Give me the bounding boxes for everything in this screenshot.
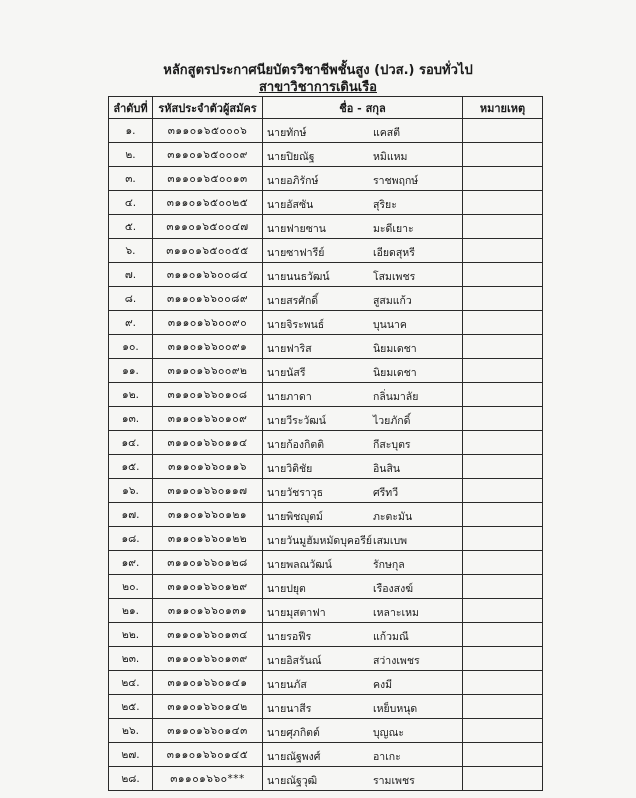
applicant-name: [263, 191, 463, 215]
last-name: เรืองสงฆ์: [373, 583, 413, 595]
applicant-code: ๓๑๑๐๑๖๕๐๐๑๓: [153, 167, 263, 191]
table-row: [109, 239, 543, 263]
note-cell: [463, 431, 543, 455]
applicant-name: [263, 455, 463, 479]
applicant-name: [263, 695, 463, 719]
row-number: ๓.: [109, 167, 153, 191]
applicant-name: [263, 431, 463, 455]
applicant-name: [263, 407, 463, 431]
applicant-name: [263, 335, 463, 359]
table-row: [109, 479, 543, 503]
first-name: นายศุภกิตต์: [267, 727, 320, 739]
note-cell: [463, 743, 543, 767]
applicant-name: [263, 143, 463, 167]
table-row: [109, 575, 543, 599]
note-cell: [463, 527, 543, 551]
first-name: นายวันมูฮัมหมัดบุคอรีย์: [267, 535, 372, 547]
applicant-code: ๓๑๑๐๑๖๕๐๐๕๕: [153, 239, 263, 263]
applicant-code: ๓๑๑๐๑๖๕๐๐๒๕: [153, 191, 263, 215]
note-cell: [463, 287, 543, 311]
table-row: [109, 695, 543, 719]
last-name: เสมเบพ: [373, 535, 408, 547]
first-name: นายวิติชัย: [267, 463, 313, 475]
last-name: อาเกะ: [373, 751, 401, 763]
first-name: นายปิยณัฐ: [267, 151, 315, 163]
note-cell: [463, 599, 543, 623]
last-name: รามเพชร: [373, 775, 415, 787]
note-cell: [463, 239, 543, 263]
table-row: [109, 407, 543, 431]
last-name: นิยมเดชา: [373, 367, 417, 379]
applicant-code: ๓๑๑๐๑๖๖๐๐๘๔: [153, 263, 263, 287]
col-header-code: รหัสประจำตัวผู้สมัคร: [153, 97, 263, 119]
row-number: ๑๕.: [109, 455, 153, 479]
table-row: [109, 767, 543, 791]
last-name: โสมเพชร: [373, 271, 416, 283]
row-number: ๑๗.: [109, 503, 153, 527]
table-body: [109, 119, 543, 791]
note-cell: [463, 623, 543, 647]
applicant-code: ๓๑๑๐๑๖๖๐๐๘๙: [153, 287, 263, 311]
last-name: มะดีเยาะ: [373, 223, 414, 235]
note-cell: [463, 335, 543, 359]
note-cell: [463, 503, 543, 527]
row-number: ๑.: [109, 119, 153, 143]
last-name: ไวยภักดิ์: [373, 415, 411, 427]
last-name: สว่างเพชร: [373, 655, 420, 667]
row-number: ๘.: [109, 287, 153, 311]
applicant-code: ๓๑๑๐๑๖๕๐๐๔๗: [153, 215, 263, 239]
applicant-name: [263, 359, 463, 383]
note-cell: [463, 191, 543, 215]
row-number: ๒๗.: [109, 743, 153, 767]
table-row: [109, 599, 543, 623]
col-header-no: ลำดับที่: [109, 97, 153, 119]
note-cell: [463, 383, 543, 407]
first-name: นายจิระพนธ์: [267, 319, 325, 331]
last-name: กลิ่นมาลัย: [373, 391, 419, 403]
table-row: [109, 359, 543, 383]
applicant-code: ๓๑๑๐๑๖๖๐***: [153, 767, 263, 791]
table-row: [109, 335, 543, 359]
last-name: อินสิน: [373, 463, 401, 475]
applicant-name: [263, 383, 463, 407]
applicant-name: [263, 719, 463, 743]
applicant-table: [108, 96, 543, 791]
row-number: ๒๑.: [109, 599, 153, 623]
row-number: ๒๖.: [109, 719, 153, 743]
last-name: กีสะบุตร: [373, 439, 411, 451]
applicant-name: [263, 527, 463, 551]
first-name: นายพิชญุตม์: [267, 511, 323, 523]
first-name: นายนาสีร: [267, 703, 312, 715]
applicant-code: ๓๑๑๐๑๖๖๐๑๒๒: [153, 527, 263, 551]
row-number: ๒.: [109, 143, 153, 167]
first-name: นายนัสรี: [267, 367, 306, 379]
table-row: [109, 215, 543, 239]
first-name: นายมุสตาฟา: [267, 607, 326, 619]
last-name: แคสตี: [373, 127, 401, 139]
note-cell: [463, 407, 543, 431]
note-cell: [463, 455, 543, 479]
note-cell: [463, 359, 543, 383]
document-title: หลักสูตรประกาศนียบัตรวิชาชีพชั้นสูง (ปวส.) รอบทั่วไป: [163, 63, 473, 78]
last-name: เหย็บหนุด: [373, 703, 418, 715]
note-cell: [463, 551, 543, 575]
col-header-note: หมายเหตุ: [463, 97, 543, 119]
first-name: นายปยุต: [267, 583, 306, 595]
row-number: ๒๕.: [109, 695, 153, 719]
applicant-name: [263, 599, 463, 623]
last-name: ราชพฤกษ์: [373, 175, 419, 187]
table-row: [109, 551, 543, 575]
applicant-name: [263, 239, 463, 263]
row-number: ๑๘.: [109, 527, 153, 551]
first-name: นายพลณวัฒน์: [267, 559, 332, 571]
note-cell: [463, 119, 543, 143]
first-name: นายภาดา: [267, 391, 312, 403]
note-cell: [463, 263, 543, 287]
applicant-code: ๓๑๑๐๑๖๖๐๑๑๖: [153, 455, 263, 479]
last-name: แก้วมณี: [373, 631, 409, 643]
row-number: ๑๐.: [109, 335, 153, 359]
table-row: [109, 719, 543, 743]
applicant-code: ๓๑๑๐๑๖๖๐๑๓๑: [153, 599, 263, 623]
table-row: [109, 527, 543, 551]
applicant-code: ๓๑๑๐๑๖๖๐๑๐๘: [153, 383, 263, 407]
applicant-code: ๓๑๑๐๑๖๖๐๑๓๙: [153, 647, 263, 671]
first-name: นายฟาริส: [267, 343, 312, 355]
applicant-name: [263, 671, 463, 695]
table-row: [109, 647, 543, 671]
row-number: ๑๒.: [109, 383, 153, 407]
row-number: ๒๒.: [109, 623, 153, 647]
applicant-name: [263, 503, 463, 527]
applicant-code: ๓๑๑๐๑๖๖๐๑๔๒: [153, 695, 263, 719]
last-name: รักษกุล: [373, 559, 405, 571]
applicant-name: [263, 479, 463, 503]
applicant-name: [263, 263, 463, 287]
first-name: นายนนธวัฒน์: [267, 271, 330, 283]
first-name: นายทักษ์: [267, 127, 307, 139]
applicant-code: ๓๑๑๐๑๖๖๐๑๒๑: [153, 503, 263, 527]
note-cell: [463, 575, 543, 599]
first-name: นายฟายซาน: [267, 223, 326, 235]
note-cell: [463, 479, 543, 503]
table-row: [109, 311, 543, 335]
applicant-code: ๓๑๑๐๑๖๖๐๑๒๘: [153, 551, 263, 575]
row-number: ๒๘.: [109, 767, 153, 791]
applicant-name: [263, 287, 463, 311]
first-name: นายอิสรันณ์: [267, 655, 322, 667]
applicant-name: [263, 167, 463, 191]
row-number: ๒๓.: [109, 647, 153, 671]
applicant-name: [263, 575, 463, 599]
applicant-name: [263, 767, 463, 791]
row-number: ๑๖.: [109, 479, 153, 503]
last-name: ภะตะมัน: [373, 511, 413, 523]
note-cell: [463, 719, 543, 743]
applicant-code: ๓๑๑๐๑๖๕๐๐๐๙: [153, 143, 263, 167]
applicant-code: ๓๑๑๐๑๖๖๐๑๓๔: [153, 623, 263, 647]
first-name: นายนภัส: [267, 679, 307, 691]
applicant-name: [263, 647, 463, 671]
last-name: นิยมเดชา: [373, 343, 417, 355]
applicant-code: ๓๑๑๐๑๖๖๐๐๙๒: [153, 359, 263, 383]
applicant-code: ๓๑๑๐๑๖๖๐๑๐๙: [153, 407, 263, 431]
note-cell: [463, 167, 543, 191]
last-name: เหลาะเหม: [373, 607, 419, 619]
row-number: ๖.: [109, 239, 153, 263]
last-name: บุนนาค: [373, 319, 407, 331]
row-number: ๙.: [109, 311, 153, 335]
row-number: ๑๑.: [109, 359, 153, 383]
first-name: นายณัฐพงศ์: [267, 751, 321, 763]
table-header-row: [109, 97, 543, 119]
applicant-name: [263, 311, 463, 335]
note-cell: [463, 143, 543, 167]
table-row: [109, 503, 543, 527]
applicant-code: ๓๑๑๐๑๖๕๐๐๐๖: [153, 119, 263, 143]
last-name: สูสมแก้ว: [373, 295, 412, 307]
note-cell: [463, 647, 543, 671]
col-header-name: ชื่อ - สกุล: [263, 97, 463, 119]
last-name: คงมี: [373, 679, 393, 691]
table-row: [109, 119, 543, 143]
first-name: นายณัฐวุฒิ: [267, 775, 318, 787]
note-cell: [463, 671, 543, 695]
row-number: ๔.: [109, 191, 153, 215]
applicant-name: [263, 743, 463, 767]
first-name: นายอัสซัน: [267, 199, 314, 211]
applicant-code: ๓๑๑๐๑๖๖๐๐๙๑: [153, 335, 263, 359]
first-name: นายวีระวัฒน์: [267, 415, 326, 427]
first-name: นายสรศักดิ์: [267, 295, 319, 307]
document-subtitle: สาขาวิชาการเดินเรือ: [258, 80, 377, 95]
last-name: หมิแหม: [373, 151, 408, 163]
note-cell: [463, 311, 543, 335]
row-number: ๕.: [109, 215, 153, 239]
applicant-code: ๓๑๑๐๑๖๖๐๑๑๗: [153, 479, 263, 503]
first-name: นายรอฟีร: [267, 631, 312, 643]
row-number: ๒๔.: [109, 671, 153, 695]
table-row: [109, 287, 543, 311]
last-name: บุญณะ: [373, 727, 404, 739]
first-name: นายวัชราวุธ: [267, 487, 324, 499]
row-number: ๗.: [109, 263, 153, 287]
table-row: [109, 167, 543, 191]
table-row: [109, 263, 543, 287]
table-row: [109, 191, 543, 215]
note-cell: [463, 767, 543, 791]
first-name: นายอภิรักษ์: [267, 175, 319, 187]
applicant-code: ๓๑๑๐๑๖๖๐๐๙๐: [153, 311, 263, 335]
applicant-code: ๓๑๑๐๑๖๖๐๑๔๑: [153, 671, 263, 695]
last-name: ศรีทวี: [373, 487, 399, 499]
applicant-code: ๓๑๑๐๑๖๖๐๑๑๔: [153, 431, 263, 455]
applicant-code: ๓๑๑๐๑๖๖๐๑๔๕: [153, 743, 263, 767]
applicant-name: [263, 623, 463, 647]
note-cell: [463, 695, 543, 719]
table-row: [109, 383, 543, 407]
first-name: นายซาฟารีย์: [267, 247, 325, 259]
row-number: ๑๙.: [109, 551, 153, 575]
applicant-name: [263, 119, 463, 143]
row-number: ๑๔.: [109, 431, 153, 455]
note-cell: [463, 215, 543, 239]
applicant-name: [263, 551, 463, 575]
row-number: ๒๐.: [109, 575, 153, 599]
table-row: [109, 623, 543, 647]
applicant-code: ๓๑๑๐๑๖๖๐๑๒๙: [153, 575, 263, 599]
applicant-name: [263, 215, 463, 239]
row-number: ๑๓.: [109, 407, 153, 431]
last-name: เอียดสุหรี: [373, 247, 415, 259]
table-row: [109, 431, 543, 455]
applicant-code: ๓๑๑๐๑๖๖๐๑๔๓: [153, 719, 263, 743]
table-row: [109, 671, 543, 695]
table-row: [109, 743, 543, 767]
last-name: สุริยะ: [373, 199, 397, 211]
table-row: [109, 143, 543, 167]
table-row: [109, 455, 543, 479]
first-name: นายก้องกิตติ: [267, 439, 325, 451]
